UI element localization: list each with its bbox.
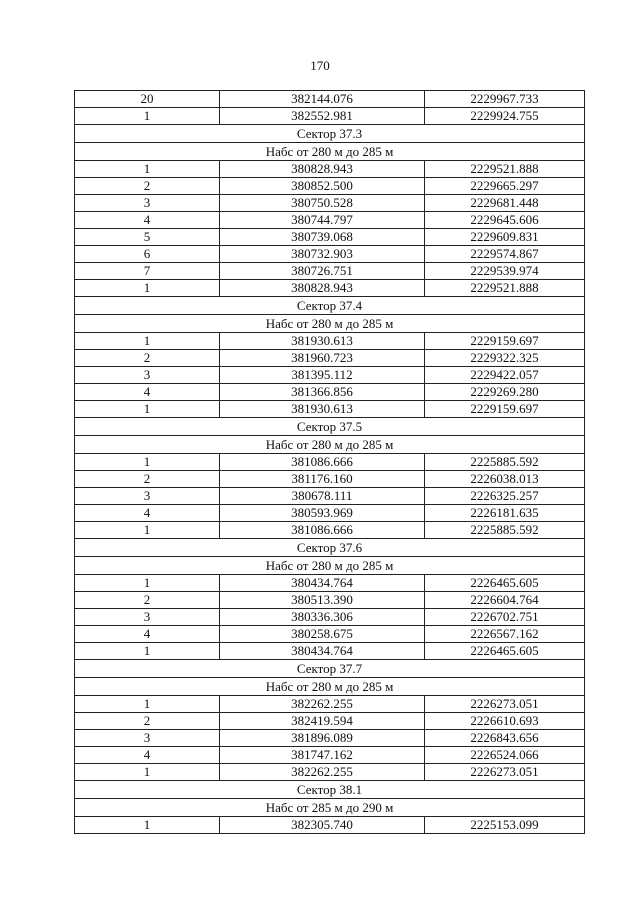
height-range: Набс от 280 м до 285 м (75, 557, 585, 575)
coordinate-x: 381930.613 (220, 401, 425, 418)
point-number: 4 (75, 505, 220, 522)
table-row (75, 471, 585, 488)
point-number: 2 (75, 178, 220, 195)
coordinate-x: 381930.613 (220, 333, 425, 350)
point-number: 7 (75, 263, 220, 280)
coordinate-y: 2226465.605 (425, 643, 585, 660)
coordinate-x: 380732.903 (220, 246, 425, 263)
coordinate-x: 380852.500 (220, 178, 425, 195)
coordinate-x: 380336.306 (220, 609, 425, 626)
coordinate-x: 381176.160 (220, 471, 425, 488)
table-row (75, 108, 585, 125)
coordinate-y: 2229322.325 (425, 350, 585, 367)
coordinate-x: 382305.740 (220, 817, 425, 834)
table-row (75, 454, 585, 471)
coordinate-y: 2229422.057 (425, 367, 585, 384)
coordinate-y: 2226273.051 (425, 696, 585, 713)
coordinate-y: 2229269.280 (425, 384, 585, 401)
sector-title: Сектор 37.7 (75, 660, 585, 678)
point-number: 2 (75, 713, 220, 730)
coordinate-y: 2229681.448 (425, 195, 585, 212)
coordinate-x: 380593.969 (220, 505, 425, 522)
table-row (75, 384, 585, 401)
coordinate-x: 382262.255 (220, 764, 425, 781)
point-number: 4 (75, 384, 220, 401)
point-number: 1 (75, 401, 220, 418)
point-number: 2 (75, 592, 220, 609)
table-row (75, 263, 585, 280)
coordinate-x: 381366.856 (220, 384, 425, 401)
coordinate-x: 382144.076 (220, 91, 425, 108)
height-range-row (75, 315, 585, 333)
coordinate-y: 2226465.605 (425, 575, 585, 592)
point-number: 3 (75, 609, 220, 626)
coordinates-table-body (75, 91, 585, 834)
point-number: 1 (75, 643, 220, 660)
point-number: 2 (75, 471, 220, 488)
coordinate-x: 381086.666 (220, 454, 425, 471)
height-range-row (75, 678, 585, 696)
table-row (75, 178, 585, 195)
coordinate-x: 380828.943 (220, 280, 425, 297)
coordinate-y: 2229521.888 (425, 161, 585, 178)
point-number: 1 (75, 454, 220, 471)
table-row (75, 643, 585, 660)
point-number: 1 (75, 696, 220, 713)
coordinate-x: 382262.255 (220, 696, 425, 713)
point-number: 3 (75, 367, 220, 384)
point-number: 6 (75, 246, 220, 263)
coordinate-x: 382419.594 (220, 713, 425, 730)
point-number: 1 (75, 333, 220, 350)
point-number: 3 (75, 488, 220, 505)
table-row (75, 696, 585, 713)
height-range: Набс от 280 м до 285 м (75, 315, 585, 333)
table-row (75, 161, 585, 178)
table-row (75, 817, 585, 834)
sector-header-row (75, 781, 585, 799)
coordinate-y: 2229539.974 (425, 263, 585, 280)
point-number: 20 (75, 91, 220, 108)
coordinate-x: 380434.764 (220, 643, 425, 660)
coordinate-y: 2229159.697 (425, 401, 585, 418)
table-row (75, 609, 585, 626)
height-range: Набс от 280 м до 285 м (75, 678, 585, 696)
table-row (75, 575, 585, 592)
table-row (75, 713, 585, 730)
coordinate-y: 2226181.635 (425, 505, 585, 522)
point-number: 3 (75, 195, 220, 212)
table-row (75, 246, 585, 263)
sector-title: Сектор 37.5 (75, 418, 585, 436)
point-number: 1 (75, 280, 220, 297)
point-number: 1 (75, 108, 220, 125)
point-number: 1 (75, 575, 220, 592)
coordinate-y: 2226038.013 (425, 471, 585, 488)
point-number: 3 (75, 730, 220, 747)
sector-header-row (75, 539, 585, 557)
sector-header-row (75, 660, 585, 678)
coordinate-x: 380750.528 (220, 195, 425, 212)
table-row (75, 367, 585, 384)
page-number: 170 (310, 58, 330, 73)
coordinate-y: 2226702.751 (425, 609, 585, 626)
coordinate-y: 2229574.867 (425, 246, 585, 263)
point-number: 5 (75, 229, 220, 246)
coordinate-y: 2229967.733 (425, 91, 585, 108)
sector-title: Сектор 37.4 (75, 297, 585, 315)
coordinate-y: 2226567.162 (425, 626, 585, 643)
height-range-row (75, 436, 585, 454)
table-row (75, 350, 585, 367)
table-row (75, 522, 585, 539)
point-number: 4 (75, 626, 220, 643)
table-row (75, 626, 585, 643)
table-row (75, 195, 585, 212)
coordinate-y: 2225885.592 (425, 454, 585, 471)
coordinate-y: 2229609.831 (425, 229, 585, 246)
coordinate-y: 2229924.755 (425, 108, 585, 125)
point-number: 1 (75, 161, 220, 178)
coordinate-x: 381896.089 (220, 730, 425, 747)
table-row (75, 91, 585, 108)
coordinate-y: 2225885.592 (425, 522, 585, 539)
table-row (75, 505, 585, 522)
coordinate-y: 2229159.697 (425, 333, 585, 350)
sector-title: Сектор 38.1 (75, 781, 585, 799)
point-number: 1 (75, 764, 220, 781)
sector-header-row (75, 125, 585, 143)
coordinate-x: 381747.162 (220, 747, 425, 764)
sector-header-row (75, 297, 585, 315)
table-row (75, 333, 585, 350)
coordinates-table (74, 90, 585, 834)
coordinate-x: 380744.797 (220, 212, 425, 229)
table-row (75, 764, 585, 781)
coordinate-x: 380726.751 (220, 263, 425, 280)
table-row (75, 401, 585, 418)
height-range-row (75, 799, 585, 817)
coordinate-y: 2229665.297 (425, 178, 585, 195)
coordinate-y: 2226604.764 (425, 592, 585, 609)
coordinate-x: 380739.068 (220, 229, 425, 246)
table-row (75, 592, 585, 609)
coordinate-y: 2226325.257 (425, 488, 585, 505)
table-row (75, 280, 585, 297)
coordinate-x: 382552.981 (220, 108, 425, 125)
coordinate-y: 2229521.888 (425, 280, 585, 297)
table-row (75, 229, 585, 246)
sector-header-row (75, 418, 585, 436)
table-row (75, 212, 585, 229)
height-range-row (75, 557, 585, 575)
coordinate-y: 2225153.099 (425, 817, 585, 834)
sector-title: Сектор 37.6 (75, 539, 585, 557)
height-range: Набс от 280 м до 285 м (75, 436, 585, 454)
coordinate-y: 2226524.066 (425, 747, 585, 764)
point-number: 1 (75, 522, 220, 539)
table-row (75, 730, 585, 747)
coordinate-x: 381395.112 (220, 367, 425, 384)
coordinate-x: 381960.723 (220, 350, 425, 367)
coordinate-x: 380258.675 (220, 626, 425, 643)
height-range: Набс от 285 м до 290 м (75, 799, 585, 817)
coordinate-y: 2226843.656 (425, 730, 585, 747)
sector-title: Сектор 37.3 (75, 125, 585, 143)
point-number: 4 (75, 212, 220, 229)
coordinate-x: 380678.111 (220, 488, 425, 505)
height-range: Набс от 280 м до 285 м (75, 143, 585, 161)
point-number: 1 (75, 817, 220, 834)
coordinate-y: 2226610.693 (425, 713, 585, 730)
coordinate-x: 380434.764 (220, 575, 425, 592)
table-row (75, 488, 585, 505)
coordinate-y: 2226273.051 (425, 764, 585, 781)
coordinate-y: 2229645.606 (425, 212, 585, 229)
table-row (75, 747, 585, 764)
point-number: 2 (75, 350, 220, 367)
coordinate-x: 380828.943 (220, 161, 425, 178)
height-range-row (75, 143, 585, 161)
coordinate-x: 381086.666 (220, 522, 425, 539)
point-number: 4 (75, 747, 220, 764)
coordinate-x: 380513.390 (220, 592, 425, 609)
